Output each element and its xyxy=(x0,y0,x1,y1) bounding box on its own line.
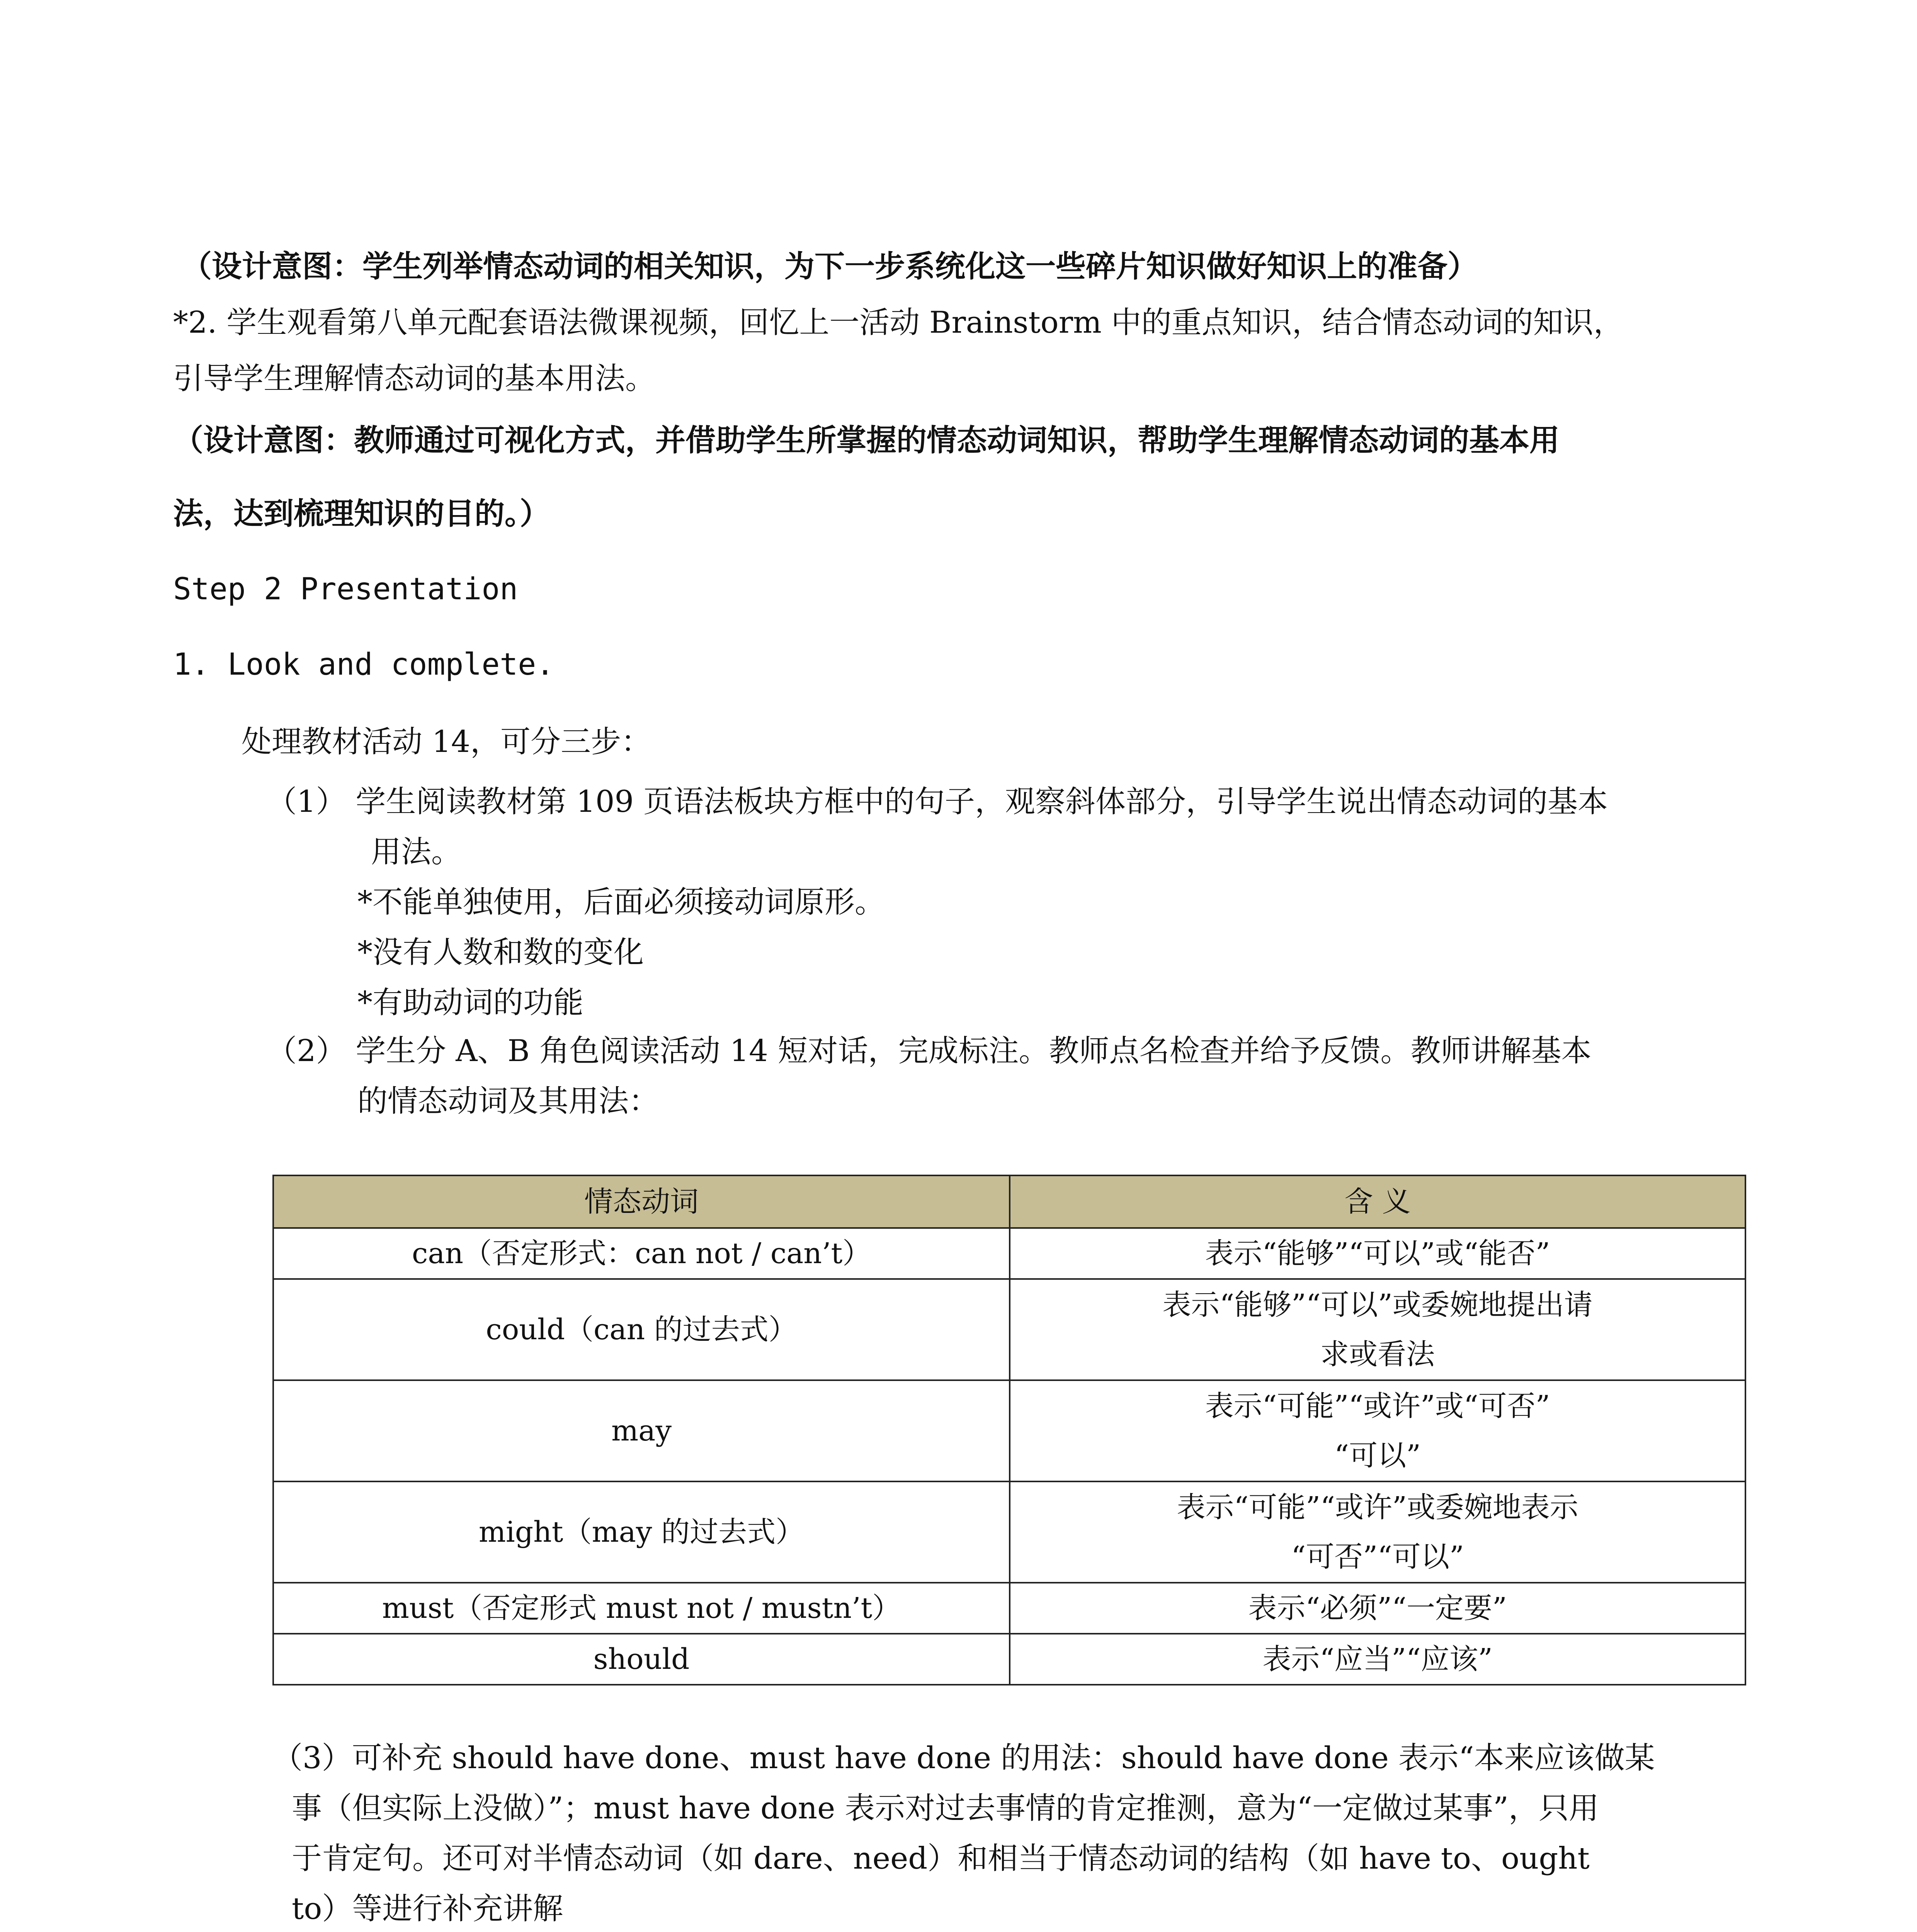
table-cell-meaning xyxy=(1010,1481,1745,1583)
table-row xyxy=(273,1380,1745,1481)
step-2-sub-3-line-1: （3）可补充 should have done、must have done 的用法：should have done 表示“本来应该做某 xyxy=(272,1741,1655,1776)
table-cell-verb: may xyxy=(273,1380,1010,1481)
design-intent-note-1: （设计意图：学生列举情态动词的相关知识，为下一步系统化这一些碎片知识做好知识上的准备） xyxy=(182,249,1478,284)
meaning-line-2: 求或看法 xyxy=(1320,1338,1435,1371)
table-header-verb: 情态动词 xyxy=(273,1175,1010,1228)
meaning-line-1: 表示“可能”“或许”或委婉地表示 xyxy=(1177,1491,1579,1524)
step-2-intro: 处理教材活动 14，可分三步： xyxy=(242,724,651,759)
meaning-line-1: 表示“必须”“一定要” xyxy=(1248,1592,1507,1625)
meaning-line-2: “可以” xyxy=(1334,1439,1421,1472)
step-2-sub-3-line-3: 于肯定句。还可对半情态动词（如 dare、need）和相当于情态动词的结构（如 have to、ought xyxy=(292,1841,1590,1876)
step-2-item-1: 1. Look and complete. xyxy=(173,647,555,682)
bullet-3: *有助动词的功能 xyxy=(357,985,584,1020)
step-2-heading: Step 2 Presentation xyxy=(173,572,518,607)
table-cell-verb: could（can 的过去式） xyxy=(273,1279,1010,1380)
bullet-2: *没有人数和数的变化 xyxy=(357,935,644,970)
table-cell-verb: can（否定形式：can not / can’t） xyxy=(273,1228,1010,1279)
meaning-line-1: 表示“能够”“可以”或委婉地提出请 xyxy=(1162,1288,1593,1321)
table-cell-verb: must（否定形式 must not / mustn’t） xyxy=(273,1583,1010,1634)
meaning-line-2: “可否”“可以” xyxy=(1291,1540,1464,1573)
bullet-1: *不能单独使用，后面必须接动词原形。 xyxy=(357,885,885,920)
meaning-line-1: 表示“可能”“或许”或“可否” xyxy=(1205,1389,1550,1423)
item-2-line-1: *2. 学生观看第八单元配套语法微课视频，回忆上一活动 Brainstorm 中的重点知识，结合情态动词的知识， xyxy=(173,305,1624,340)
table-row xyxy=(273,1634,1745,1685)
table-row xyxy=(273,1481,1745,1583)
meaning-line-1: 表示“应当”“应该” xyxy=(1262,1643,1493,1676)
step-2-sub-3-line-2: 事（但实际上没做）”；must have done 表示对过去事情的肯定推测，意为“一定做过某事”，只用 xyxy=(292,1791,1599,1826)
design-intent-note-2-line-1: （设计意图：教师通过可视化方式，并借助学生所掌握的情态动词知识，帮助学生理解情态动词的基本用 xyxy=(173,423,1560,458)
table-cell-verb: should xyxy=(273,1634,1010,1685)
step-2-sub-1-line-1: （1） 学生阅读教材第 109 页语法板块方框中的句子，观察斜体部分，引导学生说出情态动词的基本 xyxy=(267,784,1608,819)
table-cell-meaning xyxy=(1010,1380,1745,1481)
modal-verbs-table xyxy=(272,1175,1746,1685)
table-cell-meaning xyxy=(1010,1583,1745,1634)
table-header-meaning: 含 义 xyxy=(1010,1175,1745,1228)
step-2-sub-3-line-4: to）等进行补充讲解 xyxy=(292,1891,563,1926)
item-2-line-2: 引导学生理解情态动词的基本用法。 xyxy=(173,361,656,396)
design-intent-note-2-line-2: 法，达到梳理知识的目的。） xyxy=(173,496,550,531)
table-cell-meaning xyxy=(1010,1279,1745,1380)
table-cell-meaning xyxy=(1010,1634,1745,1685)
step-2-sub-1-line-2: 用法。 xyxy=(371,835,462,869)
table-row xyxy=(273,1583,1745,1634)
meaning-line-1: 表示“能够”“可以”或“能否” xyxy=(1205,1237,1550,1270)
table-cell-meaning xyxy=(1010,1228,1745,1279)
table-header-row xyxy=(273,1175,1745,1228)
table-row xyxy=(273,1279,1745,1380)
table-cell-verb: might（may 的过去式） xyxy=(273,1481,1010,1583)
table-row xyxy=(273,1228,1745,1279)
step-2-sub-2-line-1: （2） 学生分 A、B 角色阅读活动 14 短对话，完成标注。教师点名检查并给予反馈。教师讲解基本 xyxy=(267,1034,1592,1068)
step-2-sub-2-line-2: 的情态动词及其用法： xyxy=(357,1084,659,1119)
